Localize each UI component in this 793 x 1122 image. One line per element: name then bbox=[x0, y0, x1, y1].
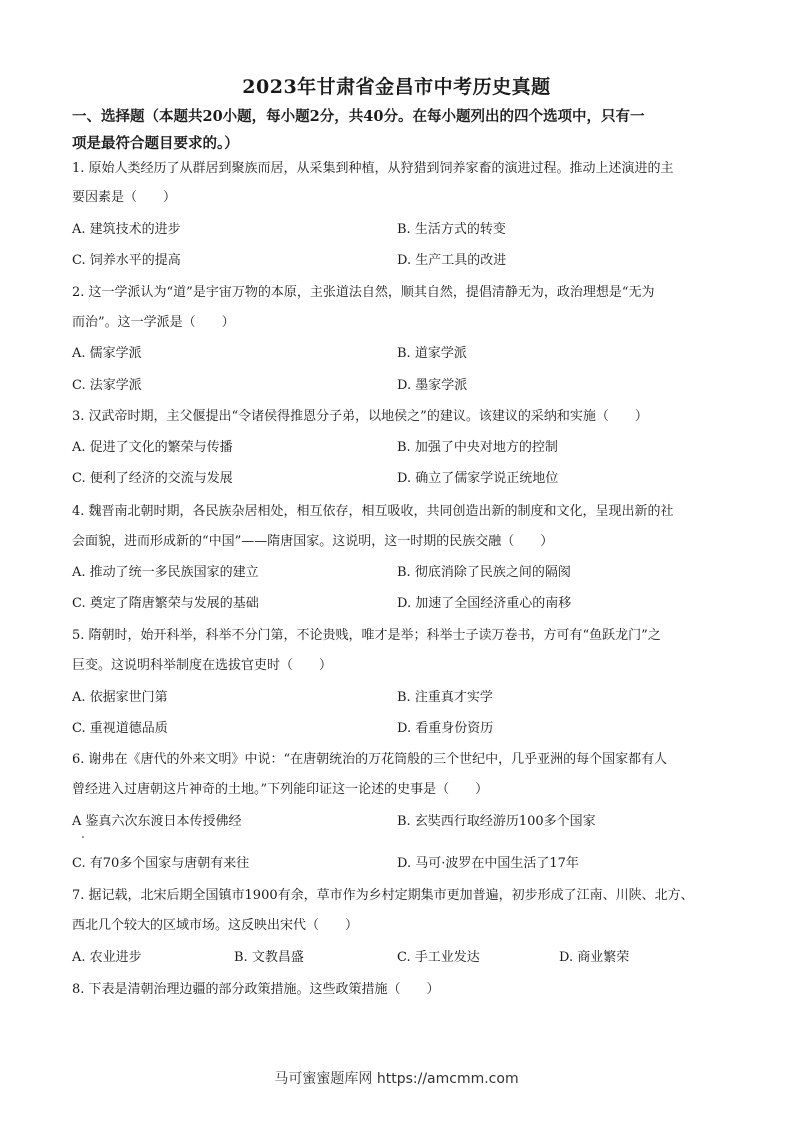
question-3-option-d: D. 确立了儒家学说正统地位 bbox=[397, 471, 559, 486]
question-4-option-a: A. 推动了统一多民族国家的建立 bbox=[72, 565, 259, 580]
question-1-stem-line-2: 要因素是（ ） bbox=[72, 190, 177, 205]
question-5-option-c: C. 重视道德品质 bbox=[72, 721, 168, 736]
question-3-option-a: A. 促进了文化的繁荣与传播 bbox=[72, 440, 233, 455]
question-2-option-a: A. 儒家学派 bbox=[72, 346, 142, 361]
question-2-stem-line-2: 而治”。这一学派是（ ） bbox=[72, 315, 235, 330]
question-5-option-a: A. 依据家世门第 bbox=[72, 690, 168, 705]
question-7-stem-line-1: 7. 据记载，北宋后期全国镇市1900有余，草市作为乡村定期集市更加普遍，初步形成了江南、川陕、北方、 bbox=[72, 888, 694, 903]
question-5-option-b: B. 注重真才实学 bbox=[397, 690, 493, 705]
page-title: 2023年甘肃省金昌市中考历史真题 bbox=[242, 76, 551, 98]
question-6-option-b: B. 玄奘西行取经游历100多个国家 bbox=[397, 814, 596, 829]
question-3-stem-line-1: 3. 汉武帝时期，主父偃提出“令诸侯得推恩分子弟，以地侯之”的建议。该建议的采纳和实施（ ） bbox=[72, 409, 648, 424]
question-3-option-c: C. 便利了经济的交流与发展 bbox=[72, 471, 233, 486]
scan-speck bbox=[82, 836, 84, 838]
question-4-option-c: C. 奠定了隋唐繁荣与发展的基础 bbox=[72, 596, 259, 611]
question-7-option-b: B. 文教昌盛 bbox=[234, 950, 304, 965]
question-1-option-c: C. 饲养水平的提高 bbox=[72, 253, 181, 268]
question-5-stem-line-1: 5. 隋朝时，始开科举，科举不分门第，不论贵贱，唯才是举；科举士子读万卷书，方可有“鱼跃龙门”之 bbox=[72, 628, 661, 643]
footer-watermark[interactable]: 马可蜜蜜题库网 https://amcmm.com bbox=[274, 1071, 519, 1087]
question-5-stem-line-2: 巨变。这说明科举制度在选拔官吏时（ ） bbox=[72, 658, 333, 673]
question-4-option-d: D. 加速了全国经济重心的南移 bbox=[397, 596, 572, 611]
question-3-option-b: B. 加强了中央对地方的控制 bbox=[397, 440, 558, 455]
question-5-option-d: D. 看重身份资历 bbox=[397, 721, 494, 736]
question-4-option-b: B. 彻底消除了民族之间的隔阂 bbox=[397, 565, 571, 580]
question-7-option-a: A. 农业进步 bbox=[72, 950, 142, 965]
question-6-option-d: D. 马可·波罗在中国生活了17年 bbox=[397, 856, 579, 871]
question-6-stem-line-2: 曾经进入过唐朝这片神奇的土地。”下列能印证这一论述的史事是（ ） bbox=[72, 782, 489, 797]
question-4-stem-line-1: 4. 魏晋南北朝时期，各民族杂居相处，相互依存，相互吸收，共同创造出新的制度和文化，呈现出新的社 bbox=[72, 504, 674, 519]
question-6-stem-line-1: 6. 谢弗在《唐代的外来文明》中说：“在唐朝统治的万花筒般的三个世纪中，几乎亚洲的每个国家都有人 bbox=[72, 752, 668, 767]
section-heading-line-1: 一、选择题（本题共20小题，每小题2分，共40分。在每小题列出的四个选项中，只有一 bbox=[72, 108, 645, 125]
question-4-stem-line-2: 会面貌，进而形成新的“中国”——隋唐国家。这说明，这一时期的民族交融（ ） bbox=[72, 534, 554, 549]
question-7-option-d: D. 商业繁荣 bbox=[559, 950, 630, 965]
question-2-option-d: D. 墨家学派 bbox=[397, 378, 468, 393]
section-heading-line-2: 项是最符合题目要求的。） bbox=[72, 135, 239, 152]
question-6-option-c: C. 有70多个国家与唐朝有来往 bbox=[72, 856, 250, 871]
question-1-option-a: A. 建筑技术的进步 bbox=[72, 222, 181, 237]
question-1-option-b: B. 生活方式的转变 bbox=[397, 222, 506, 237]
question-1-stem-line-1: 1. 原始人类经历了从群居到聚族而居，从采集到种植，从狩猎到饲养家畜的演进过程。推动上述演进的主 bbox=[72, 161, 674, 176]
question-7-option-c: C. 手工业发达 bbox=[397, 950, 480, 965]
question-7-stem-line-2: 西北几个较大的区域市场。这反映出宋代（ ） bbox=[72, 918, 359, 933]
section-heading bbox=[72, 103, 722, 157]
question-2-option-c: C. 法家学派 bbox=[72, 378, 142, 393]
question-2-stem-line-1: 2. 这一学派认为“道”是宇宙万物的本原，主张道法自然，顺其自然，提倡清静无为，政治理想是“无为 bbox=[72, 285, 655, 300]
question-8-stem-line-1: 8. 下表是清朝治理边疆的部分政策措施。这些政策措施（ ） bbox=[72, 982, 440, 997]
question-1-option-d: D. 生产工具的改进 bbox=[397, 253, 507, 268]
question-2-option-b: B. 道家学派 bbox=[397, 346, 467, 361]
question-6-option-a: A 鉴真六次东渡日本传授佛经 bbox=[72, 814, 242, 829]
